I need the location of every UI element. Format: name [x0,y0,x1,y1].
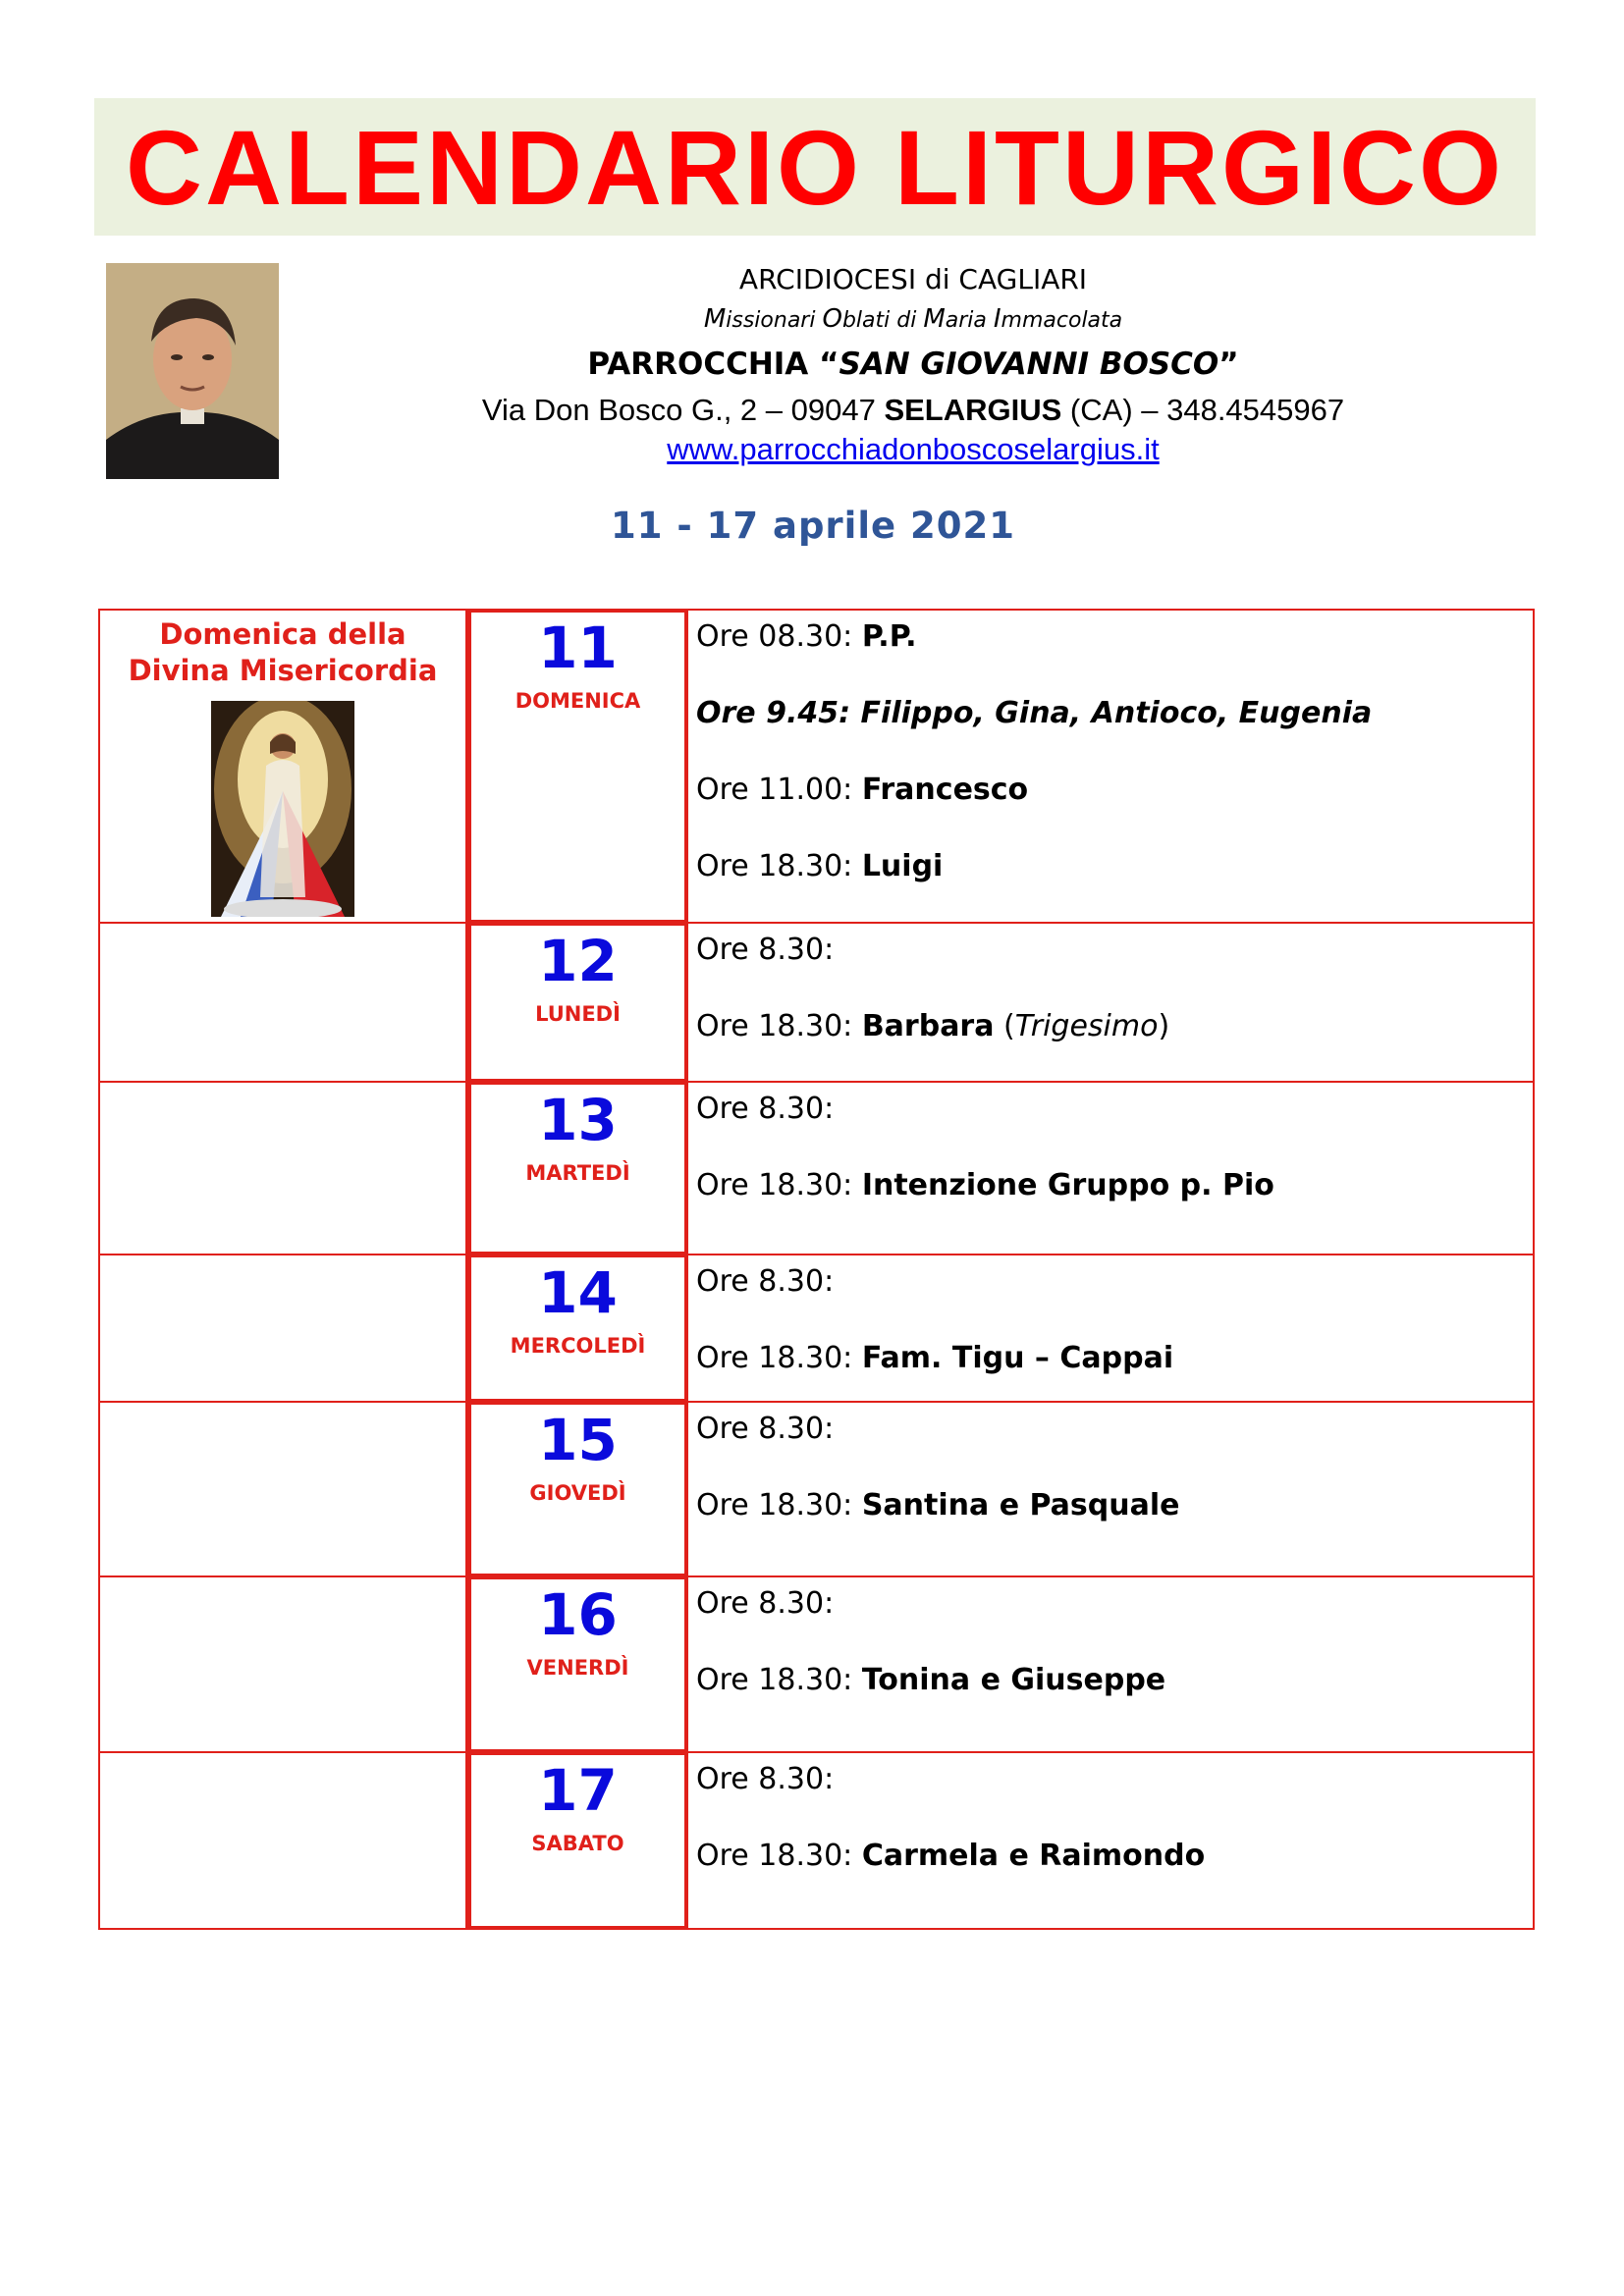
parish-website-link[interactable]: www.parrocchiadonboscoselargius.it [667,432,1160,466]
day-number: 15 [538,1407,618,1473]
day-number: 13 [538,1087,618,1153]
day-row [98,1575,1535,1753]
date-cell [467,1254,688,1403]
mass-entry: Ore 18.30: Santina e Pasquale [696,1488,1180,1522]
mass-entry: Ore 18.30: Tonina e Giuseppe [696,1663,1166,1697]
title-banner [94,98,1536,236]
feast-cell [98,1254,467,1403]
day-name: MARTEDÌ [525,1161,630,1185]
day-number: 12 [538,928,618,994]
mass-entry: Ore 8.30: [696,1092,835,1126]
week-range: 11 - 17 aprile 2021 [611,505,1015,547]
day-name: VENERDÌ [526,1656,629,1680]
mass-schedule [686,1401,1535,1577]
parish-header [422,257,1404,469]
feast-cell [98,1575,467,1753]
portrait-icon [106,263,279,479]
mass-entry: Ore 18.30: Barbara (Trigesimo) [696,1009,1170,1043]
mass-entry: Ore 8.30: [696,1586,835,1621]
diocese-name: ARCIDIOCESI di CAGLIARI [738,263,1088,295]
day-row [98,1254,1535,1403]
day-row [98,1751,1535,1930]
divine-mercy-icon [211,701,354,917]
parish-name: PARROCCHIA “SAN GIOVANNI BOSCO” [587,347,1239,382]
day-row [98,922,1535,1083]
date-cell [467,609,688,924]
feast-cell [98,1081,467,1255]
mass-schedule [686,1254,1535,1403]
parish-address: Via Don Bosco G., 2 – 09047 SELARGIUS (CA) – 348.4545967 [481,393,1345,427]
feast-title: Domenica della Divina Misericordia [128,617,438,687]
day-name: DOMENICA [514,689,641,713]
mass-entry: Ore 08.30: P.P. [696,619,917,654]
divine-mercy-image [211,701,354,917]
date-cell [467,1575,688,1753]
day-row [98,1081,1535,1255]
feast-cell [98,1401,467,1577]
mass-schedule [686,1575,1535,1753]
mass-schedule [686,1751,1535,1930]
date-cell [467,1401,688,1577]
mass-entry: Ore 8.30: [696,933,835,967]
date-cell [467,1081,688,1255]
mass-entry: Ore 8.30: [696,1412,835,1446]
mass-entry: Ore 18.30: Carmela e Raimondo [696,1839,1206,1873]
feast-cell [98,609,467,924]
mass-entry: Ore 18.30: Fam. Tigu – Cappai [696,1341,1174,1375]
date-cell [467,1751,688,1930]
mass-entry: Ore 8.30: [696,1264,835,1299]
day-name: MERCOLEDÌ [510,1334,646,1358]
feast-cell [98,1751,467,1930]
day-name: SABATO [531,1832,624,1855]
feast-cell [98,922,467,1083]
mass-schedule [686,922,1535,1083]
date-cell [467,922,688,1083]
day-row [98,609,1535,924]
page-title: CALENDARIO LITURGICO [126,107,1504,227]
day-number: 14 [538,1259,618,1326]
saint-portrait-image [106,263,279,479]
mass-entry: Ore 18.30: Intenzione Gruppo p. Pio [696,1168,1274,1202]
mass-schedule [686,609,1535,924]
day-number: 11 [538,614,618,681]
mass-entry: Ore 18.30: Luigi [696,849,944,883]
religious-order: Missionari Oblati di Maria Immacolata [703,304,1123,334]
mass-schedule [686,1081,1535,1255]
day-name: LUNEDÌ [535,1002,621,1026]
mass-entry: Ore 11.00: Francesco [696,773,1029,807]
day-number: 17 [538,1757,618,1824]
day-row [98,1401,1535,1577]
mass-entry: Ore 8.30: [696,1762,835,1796]
mass-entry: Ore 9.45: Filippo, Gina, Antioco, Eugenia [696,696,1373,730]
day-name: GIOVEDÌ [529,1481,626,1505]
day-number: 16 [538,1581,618,1648]
